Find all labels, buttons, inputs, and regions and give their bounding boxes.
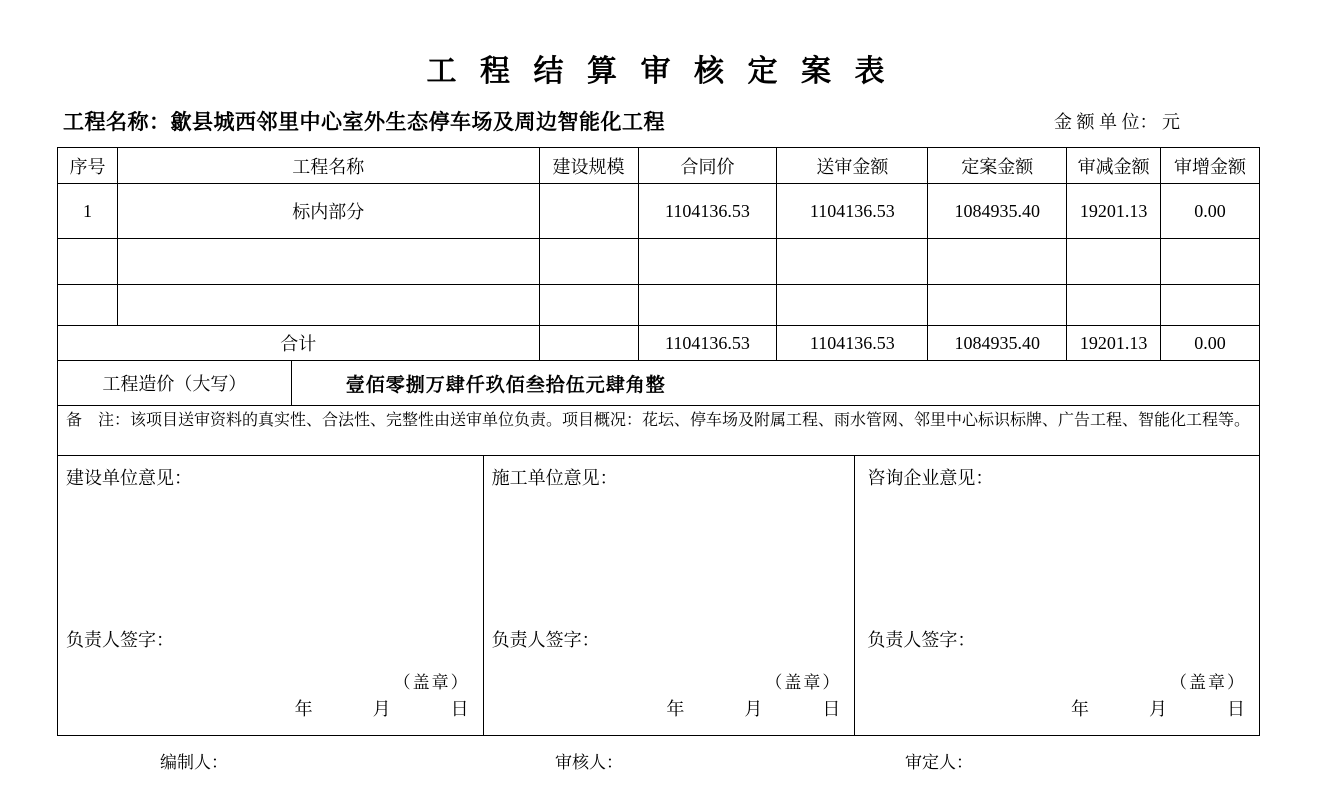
seal-label: （盖章） bbox=[1169, 673, 1246, 692]
table-header-row bbox=[58, 148, 1260, 184]
date-line bbox=[666, 695, 840, 721]
cell-contract bbox=[639, 239, 778, 285]
capital-amount-value: 壹佰零捌万肆仟玖佰叁拾伍元肆角整 bbox=[292, 361, 1260, 406]
month-label: 月 bbox=[1148, 699, 1167, 719]
cell-increased: 0.00 bbox=[1161, 184, 1260, 239]
year-label: 年 bbox=[666, 699, 685, 719]
sign-label: 负责人签字： bbox=[867, 630, 976, 650]
total-increased: 0.00 bbox=[1161, 326, 1260, 361]
total-submitted: 1104136.53 bbox=[777, 326, 928, 361]
opinion-title: 施工单位意见： bbox=[491, 468, 618, 488]
opinion-title: 建设单位意见： bbox=[66, 468, 192, 488]
seal-label: （盖章） bbox=[765, 673, 842, 692]
cell-seq bbox=[58, 285, 118, 326]
total-contract: 1104136.53 bbox=[639, 326, 778, 361]
sign-label: 负责人签字： bbox=[66, 630, 174, 650]
month-label: 月 bbox=[372, 699, 391, 719]
page-title: 工 程 结 算 审 核 定 案 表 bbox=[426, 55, 893, 88]
table-row bbox=[58, 285, 1260, 326]
cell-reduced bbox=[1067, 285, 1161, 326]
year-label: 年 bbox=[294, 699, 313, 719]
col-header-contract: 合同价 bbox=[639, 148, 778, 184]
cell-submitted: 1104136.53 bbox=[777, 184, 928, 239]
table-row bbox=[58, 184, 1260, 239]
total-finalized: 1084935.40 bbox=[928, 326, 1067, 361]
total-label: 合计 bbox=[58, 326, 540, 361]
col-header-name: 工程名称 bbox=[118, 148, 540, 184]
cell-seq: 1 bbox=[58, 184, 118, 239]
cell-seq bbox=[58, 239, 118, 285]
cell-finalized bbox=[928, 285, 1067, 326]
day-label: 日 bbox=[1226, 699, 1245, 719]
date-line bbox=[295, 695, 469, 721]
cell-reduced bbox=[1067, 239, 1161, 285]
day-label: 日 bbox=[822, 699, 841, 719]
cell-submitted bbox=[777, 239, 928, 285]
col-header-submitted: 送审金额 bbox=[777, 148, 928, 184]
meta-row bbox=[63, 106, 1262, 132]
cell-name bbox=[118, 239, 540, 285]
cell-increased bbox=[1161, 239, 1260, 285]
cell-scale bbox=[540, 184, 639, 239]
opinion-title: 咨询企业意见： bbox=[867, 468, 994, 488]
opinion-row bbox=[58, 456, 1260, 736]
reviewer-label: 审核人： bbox=[555, 753, 623, 772]
capital-amount-label: 工程造价（大写） bbox=[58, 361, 292, 406]
remark-row bbox=[58, 406, 1260, 456]
cell-scale bbox=[540, 285, 639, 326]
day-label: 日 bbox=[450, 699, 469, 719]
seal-label: （盖章） bbox=[393, 673, 470, 692]
amount-unit-label: 金 额 单 位： 元 bbox=[1054, 112, 1180, 132]
sign-label: 负责人签字： bbox=[491, 630, 600, 650]
cell-contract: 1104136.53 bbox=[639, 184, 778, 239]
cell-name: 标内部分 bbox=[118, 184, 540, 239]
project-name-line: 工程名称：歙县城西邻里中心室外生态停车场及周边智能化工程 bbox=[63, 110, 665, 134]
approver-label: 审定人： bbox=[905, 753, 973, 772]
col-header-finalized: 定案金额 bbox=[928, 148, 1067, 184]
cell-submitted bbox=[777, 285, 928, 326]
col-header-seq: 序号 bbox=[58, 148, 118, 184]
total-scale bbox=[540, 326, 639, 361]
cell-finalized bbox=[928, 239, 1067, 285]
cell-contract bbox=[639, 285, 778, 326]
cell-finalized: 1084935.40 bbox=[928, 184, 1067, 239]
col-header-reduced: 审减金额 bbox=[1067, 148, 1161, 184]
total-row bbox=[58, 326, 1260, 361]
opinion-box-contractor bbox=[484, 456, 856, 736]
month-label: 月 bbox=[744, 699, 763, 719]
opinion-box-construction-owner bbox=[58, 456, 484, 736]
capital-amount-row bbox=[58, 361, 1260, 406]
cell-scale bbox=[540, 239, 639, 285]
year-label: 年 bbox=[1070, 699, 1089, 719]
cell-increased bbox=[1161, 285, 1260, 326]
col-header-increased: 审增金额 bbox=[1161, 148, 1260, 184]
preparer-label: 编制人： bbox=[160, 753, 228, 772]
cell-reduced: 19201.13 bbox=[1067, 184, 1161, 239]
total-reduced: 19201.13 bbox=[1067, 326, 1161, 361]
opinion-box-consulting-firm bbox=[855, 456, 1260, 736]
cell-name bbox=[118, 285, 540, 326]
settlement-table bbox=[57, 147, 1260, 736]
remark-text: 备 注：该项目送审资料的真实性、合法性、完整性由送审单位负责。项目概况：花坛、停车场及附属工程、雨水管网、邻里中心标识标牌、广告工程、智能化工程等。 bbox=[58, 406, 1260, 456]
date-line bbox=[1071, 695, 1245, 721]
table-row bbox=[58, 239, 1260, 285]
col-header-scale: 建设规模 bbox=[540, 148, 639, 184]
